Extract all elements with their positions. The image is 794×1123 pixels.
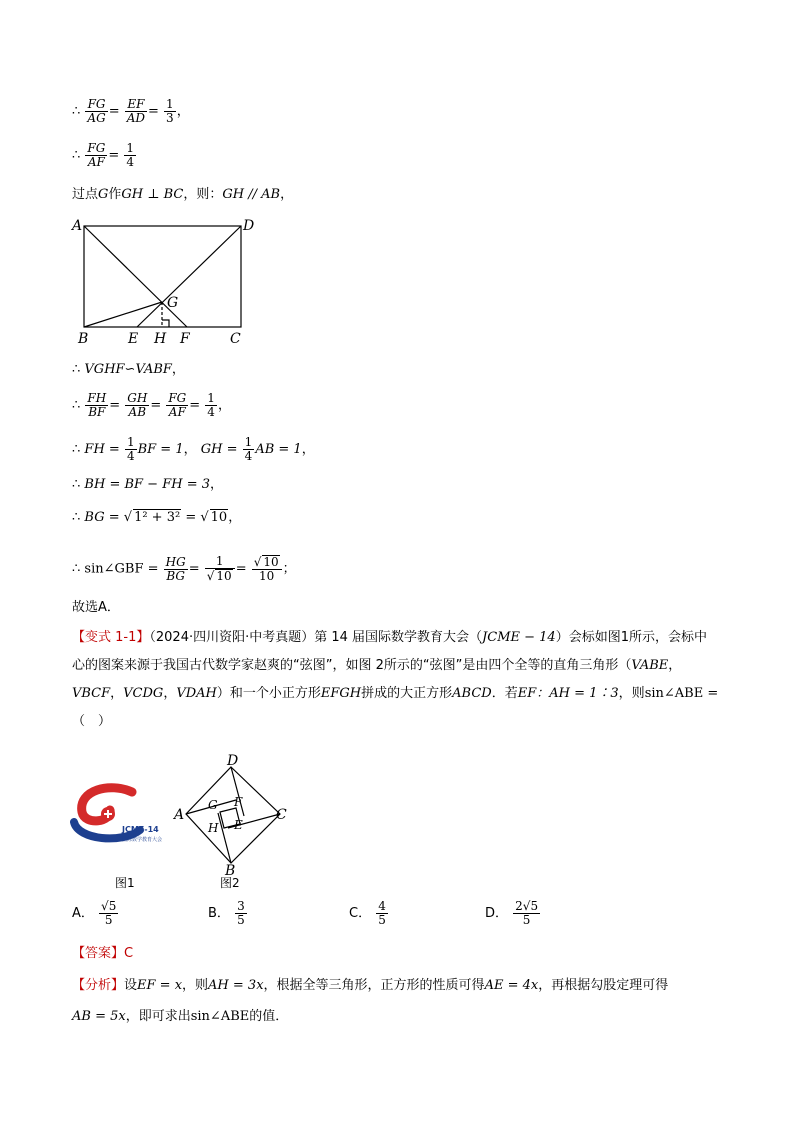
label-g2: G xyxy=(208,798,218,812)
step-4: ∴ VGHF∽VABF， xyxy=(72,362,185,377)
answer-value: C xyxy=(124,946,134,961)
label-h2: H xyxy=(208,821,219,835)
fraction-ef-ad: $\frac{EF}{AD}$ xyxy=(126,97,146,125)
label-b2: B xyxy=(225,863,236,877)
fraction-1-3: $\frac{1}{3}$ xyxy=(166,97,174,125)
label-e2: E xyxy=(234,818,243,832)
step-6: ∴ FH = $\frac{1}{4}$ BF = 1， GH = $\frac{1}{4}$ AB = 1， xyxy=(72,435,315,463)
segment-af xyxy=(84,226,187,327)
rectangle-abcd xyxy=(84,226,241,327)
label-g: G xyxy=(167,295,179,311)
problem-statement: 【变式 1-1】（2024·四川资阳·中考真题）第 14 届国际数学教育大会（JCME − 14）会标如图1所示，会标中 心的图案来源于我国古代数学家赵爽的“弦图”，如图 2所示的“弦图”是由四个全等的直角三角形（VABE， VBCF，VCDG，VDAH）和一个小正方形EFGH拼成的大正方形ABCD．若EF：AH = 1∶3，则sin∠ABE = （ ） xyxy=(72,630,719,729)
label-d: D xyxy=(243,218,255,234)
big-square-abcd xyxy=(186,767,280,863)
option-a[interactable]: A． $\frac{√5}{5}$ xyxy=(72,899,117,927)
label-h: H xyxy=(154,331,167,347)
geometry-figure-rectangle xyxy=(66,214,266,348)
figure-xian-tu xyxy=(172,753,290,877)
label-c2: C xyxy=(276,807,287,823)
fraction-fg-ag: $\frac{FG}{AG}$ xyxy=(87,97,106,125)
step-1: ∴ $\frac{FG}{AG}$ = $\frac{EF}{AD}$ = $\frac{1}{3}$ ， xyxy=(72,97,190,125)
label-c: C xyxy=(230,331,241,347)
label-e: E xyxy=(128,331,139,347)
jcme-logo-image xyxy=(70,782,172,848)
label-d2: D xyxy=(227,753,239,769)
step-7: ∴ BH = BF − FH = 3， xyxy=(72,477,224,492)
therefore-symbol: ∴ xyxy=(72,104,81,119)
right-angle-mark xyxy=(162,320,169,327)
option-b[interactable]: B． $\frac{3}{5}$ xyxy=(208,899,245,927)
label-f: F xyxy=(180,331,190,347)
label-a2: A xyxy=(174,807,185,823)
label-f2: F xyxy=(234,795,243,809)
option-c[interactable]: C． $\frac{4}{5}$ xyxy=(349,899,386,927)
step-8: ∴ BG = √ 1² + 3² = √ 10， xyxy=(72,510,242,525)
label-b: B xyxy=(78,331,89,347)
fraction-fg-af: $\frac{FG}{AF}$ xyxy=(87,141,106,169)
step-9: ∴ sin∠GBF = $\frac{HG}{BG}$ = $\frac{1}{√ 10}$ = $\frac{√ 10}{10}$ ； xyxy=(72,554,296,583)
problem-tag: 【变式 1-1】 xyxy=(72,630,150,645)
step-3: 过点G作GH ⊥ BC，则：GH // AB， xyxy=(72,187,294,202)
svg-text:国际数学教育大会: 国际数学教育大会 xyxy=(122,837,163,843)
segment-de xyxy=(137,226,241,327)
step-5: ∴ $\frac{FH}{BF}$ = $\frac{GH}{AB}$ = $\frac{FG}{AF}$ = $\frac{1}{4}$ ， xyxy=(72,391,231,419)
svg-text:JCME-14: JCME-14 xyxy=(122,825,159,834)
answer-line: 【答案】C xyxy=(72,946,134,961)
analysis: 【分析】设EF = x，则AH = 3x，根据全等三角形，正方形的性质可得AE = 4x，再根据勾股定理可得 AB = 5x，即可求出sin∠ABE的值． xyxy=(72,978,669,1024)
caption-fig1: 图1 xyxy=(115,876,135,890)
conclusion: 故选A． xyxy=(72,600,120,615)
step-2: ∴ $\frac{FG}{AF}$ = $\frac{1}{4}$ xyxy=(72,141,135,169)
option-d[interactable]: D． $\frac{2√5}{5}$ xyxy=(485,899,539,927)
label-a: A xyxy=(72,218,83,234)
fraction-1-4: $\frac{1}{4}$ xyxy=(126,141,135,169)
caption-fig2: 图2 xyxy=(220,876,240,890)
